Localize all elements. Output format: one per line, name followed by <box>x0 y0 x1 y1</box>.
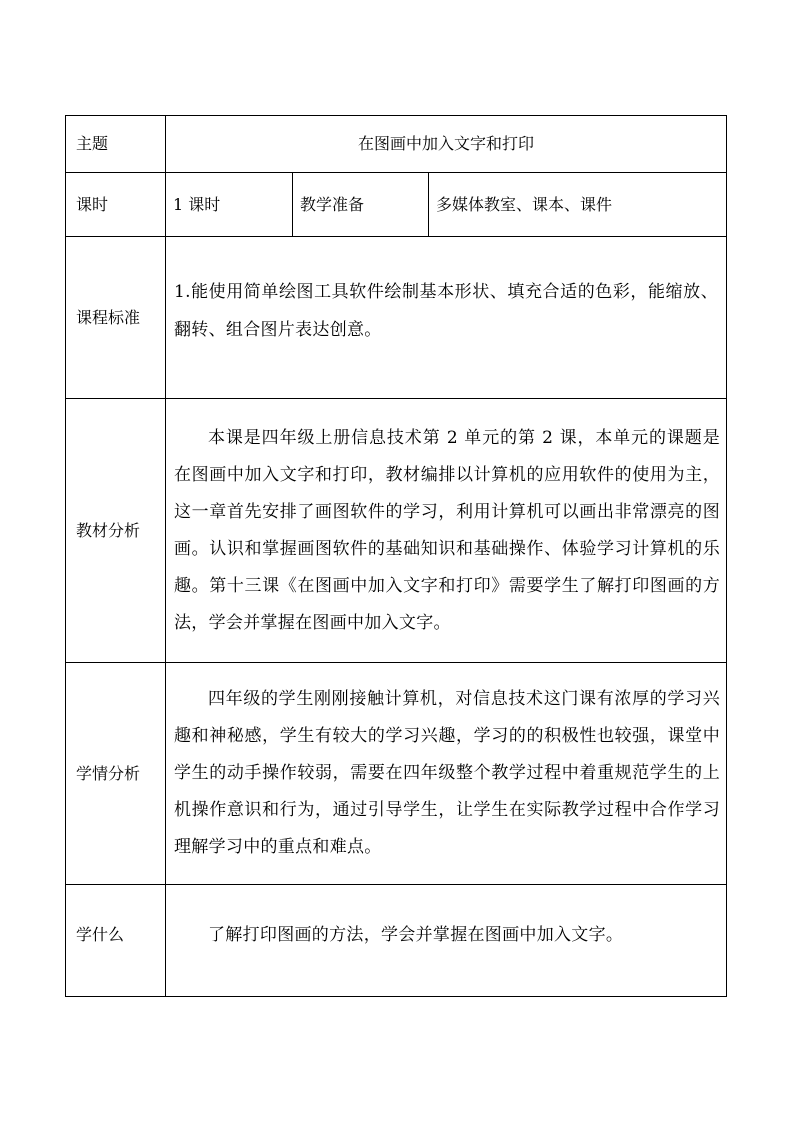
lesson-plan-table <box>65 115 727 997</box>
goal-cell <box>166 885 727 997</box>
students-text: 四年级的学生刚刚接触计算机，对信息技术这门课有浓厚的学习兴趣和神秘感，学生有较大的学习兴趣，学习的的积极性也较强，课堂中学生的动手操作较弱，需要在四年级整个教学过程中着重规范学生的上机操作意识和行为，通过引导学生，让学生在实际教学过程中合作学习理解学习中的重点和难点。 <box>174 689 721 857</box>
period-label: 课时 <box>66 173 166 237</box>
period-value: 1 课时 <box>166 173 293 237</box>
standard-text: 1.能使用简单绘图工具软件绘制基本形状、填充合适的色彩，能缩放、翻转、组合图片表达创意。 <box>174 282 719 340</box>
goal-label: 学什么 <box>66 885 166 997</box>
prep-label: 教学准备 <box>293 173 429 237</box>
material-text: 本课是四年级上册信息技术第 2 单元的第 2 课，本单元的课题是在图画中加入文字和打印，教材编排以计算机的应用软件的使用为主，这一章首先安排了画图软件的学习，利用计算机可以画出非常漂亮的图画。认识和掌握画图软件的基础知识和基础操作、体验学习计算机的乐趣。第十三课《在图画中加入文字和打印》需要学生了解打印图画的方法，学会并掌握在图画中加入文字。 <box>174 427 721 633</box>
prep-value: 多媒体教室、课本、课件 <box>429 173 727 237</box>
table-row-students <box>66 663 727 885</box>
table-row-standard <box>66 237 727 399</box>
table-row-period <box>66 173 727 237</box>
table-row-goal <box>66 885 727 997</box>
table-row-material <box>66 399 727 663</box>
material-label: 教材分析 <box>66 399 166 663</box>
standard-cell <box>166 237 727 399</box>
topic-value: 在图画中加入文字和打印 <box>166 116 727 173</box>
students-cell <box>166 663 727 885</box>
students-label: 学情分析 <box>66 663 166 885</box>
table-row-topic <box>66 116 727 173</box>
standard-label: 课程标准 <box>66 237 166 399</box>
goal-text: 了解打印图画的方法，学会并掌握在图画中加入文字。 <box>208 925 624 945</box>
material-cell <box>166 399 727 663</box>
topic-label: 主题 <box>66 116 166 173</box>
